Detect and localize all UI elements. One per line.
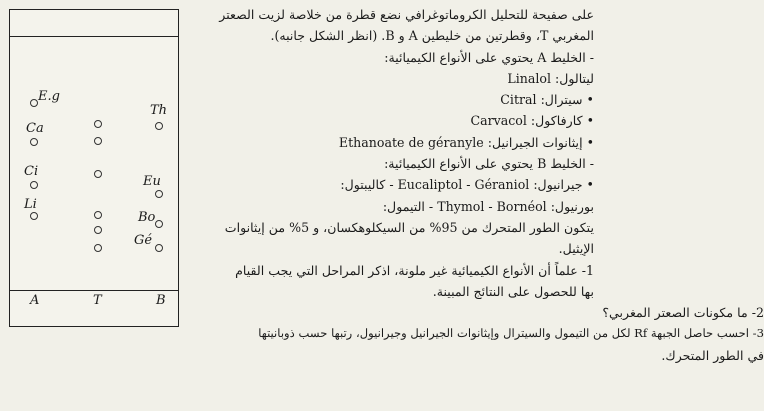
- spot-label-ge: Gé: [134, 233, 153, 248]
- text-line-17: في الطور المتحرك.: [661, 347, 764, 363]
- spot-label-ci: Ci: [24, 164, 39, 179]
- text-line-2: المغربي T، وقطرتين من خليطين A و B. (انظر الشكل جانبه).: [270, 28, 594, 44]
- text-line-11: يتكون الطور المتحرك من 95% من السيكلوهكسان، و 5% من إيثانوات: [224, 219, 594, 235]
- exercise-text: [184, 4, 764, 366]
- column-label-a: A: [30, 293, 40, 308]
- text-line-14: بها للحصول على النتائج المبينة.: [432, 283, 594, 299]
- text-line-7: • إيثانوات الجيرانيل: Ethanoate de géranyle: [338, 134, 594, 150]
- spot-b-4: [155, 244, 163, 252]
- solvent-front-line: [10, 36, 178, 37]
- text-line-15: 2- ما مكونات الصعتر المغربي؟: [602, 305, 764, 321]
- spot-b-2: [155, 190, 163, 198]
- text-line-8: - الخليط B يحتوي على الأنواع الكيميائية:: [384, 156, 594, 172]
- text-line-4: ليتالول: Linalol: [507, 70, 594, 86]
- baseline: [10, 290, 178, 291]
- spot-t-1: [94, 120, 102, 128]
- text-line-12: الإيثيل.: [558, 241, 594, 257]
- column-label-b: B: [156, 293, 166, 308]
- spot-a-2: [30, 138, 38, 146]
- spot-label-ca: Ca: [26, 121, 44, 136]
- spot-b-3: [155, 220, 163, 228]
- spot-a-4: [30, 212, 38, 220]
- spot-t-4: [94, 211, 102, 219]
- spot-t-5: [94, 226, 102, 234]
- text-line-13: 1- علماً أن الأنواع الكيميائية غير ملونة، اذكر المراحل التي يجب القيام: [235, 262, 594, 278]
- spot-t-2: [94, 137, 102, 145]
- spot-t-6: [94, 244, 102, 252]
- text-line-5: • سيترال: Citral: [500, 92, 594, 108]
- spot-label-eu: Eu: [143, 174, 161, 189]
- spot-label-eg: E.g: [38, 89, 60, 104]
- spot-label-th: Th: [150, 103, 168, 118]
- spot-a-3: [30, 181, 38, 189]
- spot-b-1: [155, 122, 163, 130]
- chromatography-plate: [9, 9, 179, 327]
- text-line-6: • كارفاكول: Carvacol: [470, 113, 594, 129]
- text-line-9: • جيرانيول: Eucaliptol - Géraniol - كاليبتول:: [340, 177, 594, 193]
- spot-a-1: [30, 99, 38, 107]
- text-line-10: بورنيول: Thymol - Bornéol - التيمول:: [382, 198, 594, 214]
- spot-label-li: Li: [24, 197, 37, 212]
- spot-t-3: [94, 170, 102, 178]
- column-label-t: T: [93, 293, 102, 308]
- text-line-1: على صفيحة للتحليل الكروماتوغرافي نضع قطرة من خلاصة لزيت الصعتر: [219, 7, 594, 22]
- text-line-16: 3- احسب حاصل الجبهة Rf لكل من التيمول والسيترال وإيثانوات الجيرانيل وجيرانيول، رتبها حسب ذوبانيتها: [258, 326, 764, 341]
- text-line-3: - الخليط A يحتوي على الأنواع الكيميائية:: [384, 49, 594, 65]
- spot-label-bo: Bo: [138, 210, 156, 225]
